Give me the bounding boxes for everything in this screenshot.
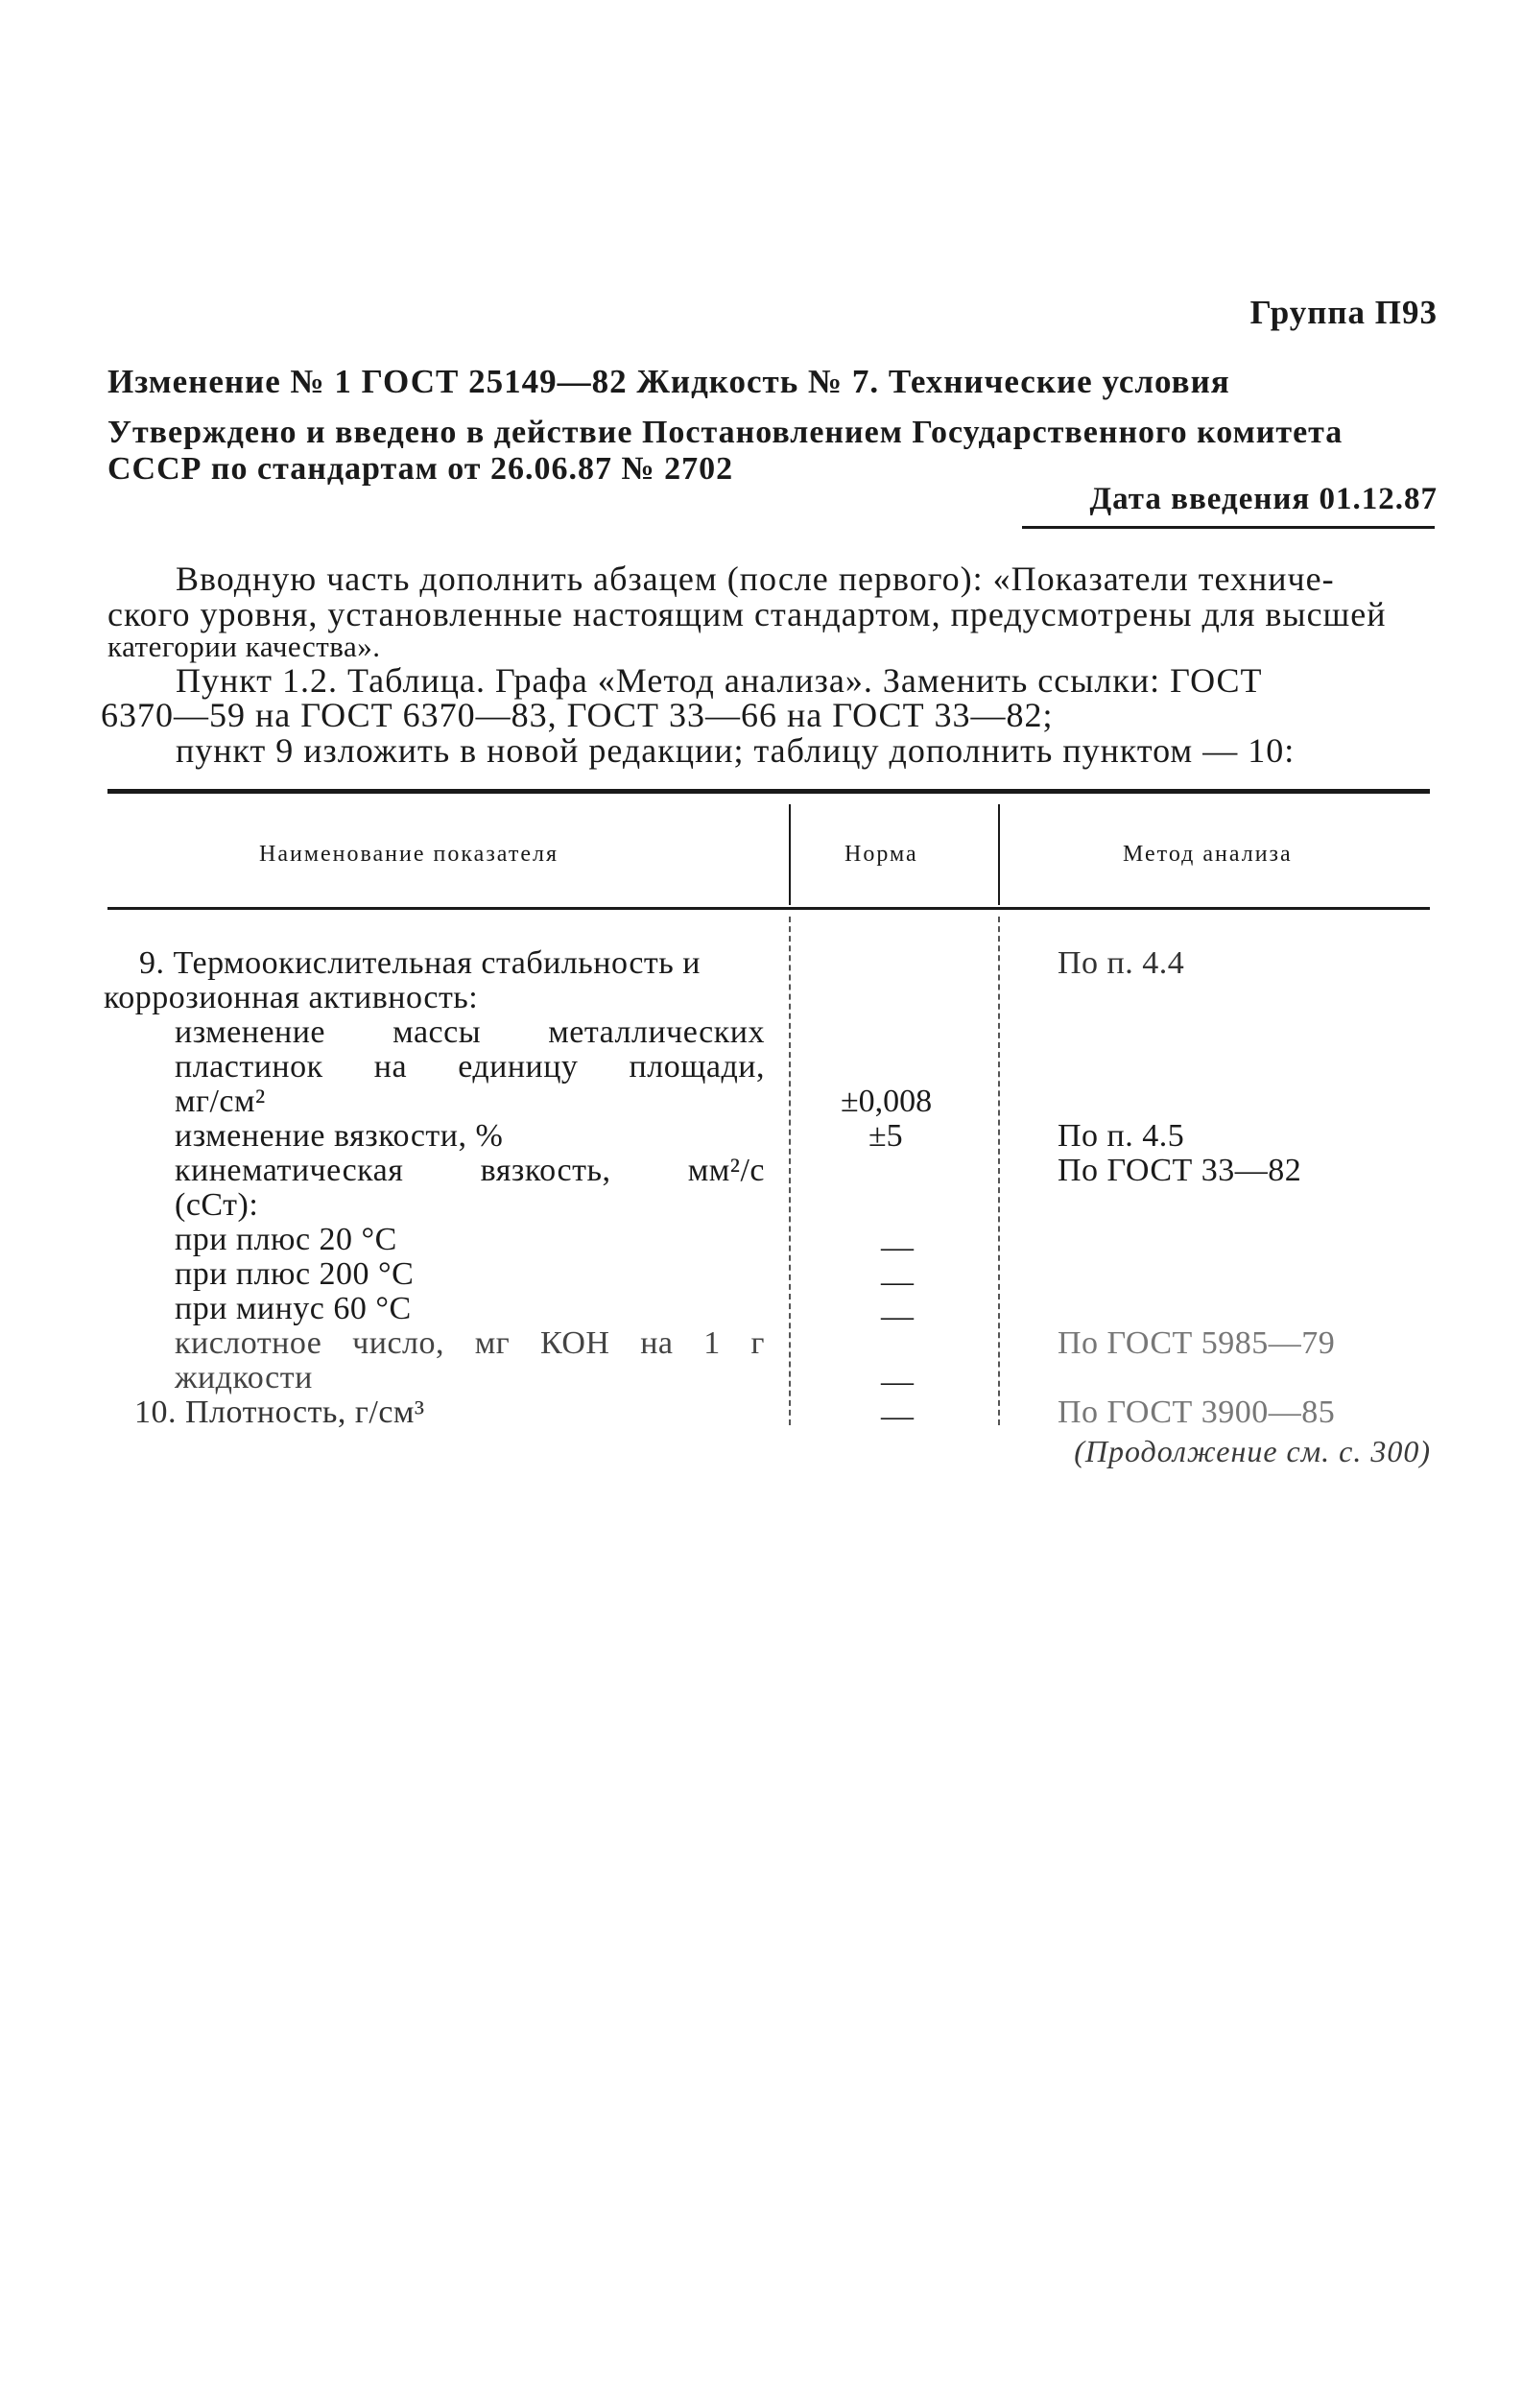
table-header-rule [107, 907, 1430, 910]
table-row-name: изменение вязкости, % [175, 1118, 504, 1154]
table-row-method: По ГОСТ 5985—79 [1058, 1325, 1336, 1361]
table-row-norm: ±5 [868, 1118, 903, 1154]
table-row-name: кинематическая вязкость, мм²/с [175, 1153, 765, 1188]
table-row-name: 10. Плотность, г/см³ [134, 1395, 425, 1430]
table-row-norm: — [881, 1364, 914, 1399]
table-row-name: коррозионная активность: [104, 980, 479, 1015]
approval-line-2: СССР по стандартам от 26.06.87 № 2702 [107, 451, 734, 487]
table-row-method: По ГОСТ 33—82 [1058, 1153, 1302, 1188]
paragraph-3-line-1: пункт 9 изложить в новой редакции; таблицу дополнить пунктом — 10: [176, 731, 1296, 770]
table-row-method: По п. 4.4 [1058, 945, 1185, 981]
table-row-norm: — [881, 1229, 914, 1265]
table-row-name: жидкости [175, 1360, 313, 1395]
table-row-name: при плюс 20 °С [175, 1222, 397, 1257]
paragraph-2-line-1: Пункт 1.2. Таблица. Графа «Метод анализа». Заменить ссылки: ГОСТ [176, 661, 1263, 700]
paragraph-2-line-2: 6370—59 на ГОСТ 6370—83, ГОСТ 33—66 на ГОСТ 33—82; [101, 696, 1054, 734]
table-row-name: при минус 60 °С [175, 1291, 412, 1326]
table-divider-2 [998, 804, 1000, 905]
table-divider-1-body [789, 917, 791, 1425]
table-row-name: (сСт): [175, 1187, 259, 1223]
table-row-name: изменение массы металлических [175, 1014, 765, 1050]
approval-line-1: Утверждено и введено в действие Постановлением Государственного комитета [107, 415, 1344, 450]
introduction-date-underline [1022, 526, 1435, 529]
table-header-norm: Норма [844, 842, 918, 867]
table-row-method: По ГОСТ 3900—85 [1058, 1395, 1336, 1430]
table-row-name: кислотное число, мг КОН на 1 г [175, 1325, 765, 1361]
table-row-norm: ±0,008 [841, 1084, 933, 1119]
table-header-name: Наименование показателя [259, 842, 559, 867]
paragraph-1-line-3: категории качества». [107, 630, 381, 663]
table-row-norm: — [881, 1398, 914, 1434]
table-row-method: По п. 4.5 [1058, 1118, 1185, 1154]
amendment-title: Изменение № 1 ГОСТ 25149—82 Жидкость № 7. Технические условия [107, 363, 1230, 400]
group-label: Группа П93 [1249, 294, 1438, 331]
table-row-norm: — [881, 1299, 914, 1334]
table-row-name: мг/см² [175, 1084, 266, 1119]
table-row-name: при плюс 200 °С [175, 1256, 415, 1292]
table-row-name: пластинок на единицу площади, [175, 1049, 765, 1085]
table-row-norm: — [881, 1264, 914, 1299]
continuation-note: (Продолжение см. с. 300) [1074, 1434, 1431, 1468]
table-row-name: 9. Термоокислительная стабильность и [139, 945, 701, 981]
table-header-method: Метод анализа [1123, 842, 1293, 867]
table-divider-1 [789, 804, 791, 905]
introduction-date: Дата введения 01.12.87 [1089, 482, 1438, 516]
paragraph-1-line-2: ского уровня, установленные настоящим стандартом, предусмотрены для высшей [107, 595, 1387, 633]
table-top-rule [107, 789, 1430, 794]
paragraph-1-line-1: Вводную часть дополнить абзацем (после первого): «Показатели техниче- [176, 560, 1335, 598]
table-divider-2-body [998, 917, 1000, 1425]
